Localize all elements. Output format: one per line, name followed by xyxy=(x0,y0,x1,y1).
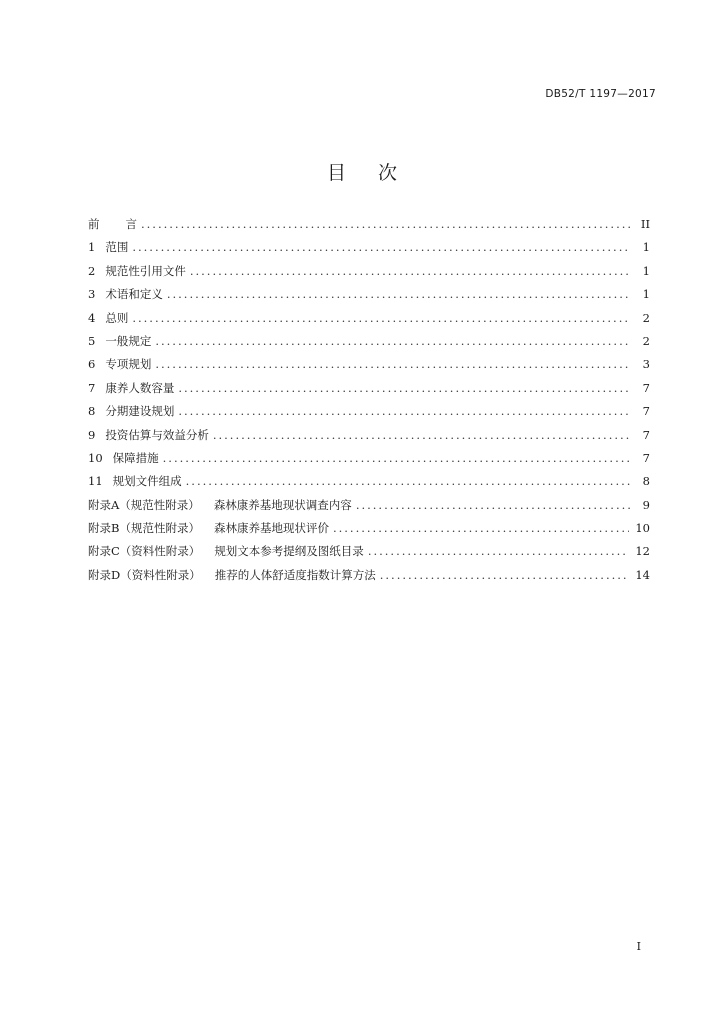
dot-leader xyxy=(132,311,630,325)
table-of-contents xyxy=(88,216,650,590)
toc-entry-number: 3 xyxy=(88,287,96,302)
toc-entry-page: 8 xyxy=(642,474,650,489)
toc-entry-label: 森林康养基地现状评价 xyxy=(213,521,329,536)
toc-entry-label: 保障措施 xyxy=(112,450,159,465)
toc-entry-label: 康养人数容量 xyxy=(105,380,175,395)
toc-entry-number: 附录A（规范性附录） xyxy=(88,497,200,512)
toc-entry-number: 附录D（资料性附录） xyxy=(88,567,201,582)
toc-entry-appendix-d[interactable] xyxy=(88,567,650,590)
dot-leader xyxy=(141,217,630,231)
toc-entry-number: 10 xyxy=(88,450,103,465)
toc-entry-page: 14 xyxy=(635,567,650,582)
toc-entry-2[interactable] xyxy=(88,263,650,286)
dot-leader xyxy=(190,264,630,278)
toc-entry-page: 12 xyxy=(635,544,650,559)
toc-entry-page: 7 xyxy=(642,450,650,465)
dot-leader xyxy=(178,381,630,395)
page-number: I xyxy=(636,940,641,953)
dot-leader xyxy=(186,474,630,488)
toc-entry-page: 7 xyxy=(642,427,650,442)
toc-entry-label: 规划文本参考提纲及图纸目录 xyxy=(214,544,364,559)
toc-entry-page: 3 xyxy=(642,357,650,372)
toc-entry-number: 1 xyxy=(88,240,96,255)
toc-title-char-2: 次 xyxy=(378,162,398,184)
dot-leader xyxy=(333,521,629,535)
toc-entry-label: 言 xyxy=(125,217,137,231)
toc-entry-number: 2 xyxy=(88,263,96,278)
toc-entry-label: 总则 xyxy=(105,310,129,325)
toc-entry-number: 4 xyxy=(88,310,96,325)
toc-entry-page: 1 xyxy=(642,287,650,302)
dot-leader xyxy=(155,357,630,371)
toc-entry-1[interactable] xyxy=(88,239,650,262)
toc-entry-label: 术语和定义 xyxy=(105,287,163,302)
toc-entry-appendix-a[interactable] xyxy=(88,497,650,520)
toc-entry-label: 专项规划 xyxy=(105,357,152,372)
toc-title-char-1: 目 xyxy=(326,162,346,184)
toc-entry-number: 7 xyxy=(88,380,96,395)
toc-entry-label: 分期建设规划 xyxy=(105,404,175,419)
toc-entry-label: 投资估算与效益分析 xyxy=(105,427,209,442)
toc-entry-label: 规划文件组成 xyxy=(112,474,182,489)
dot-leader xyxy=(163,451,630,465)
toc-entry-label: 一般规定 xyxy=(105,333,152,348)
toc-entry-appendix-c[interactable] xyxy=(88,543,650,566)
toc-entry-number: 附录B（规范性附录） xyxy=(88,521,200,536)
toc-entry-page: 7 xyxy=(642,380,650,395)
dot-leader xyxy=(356,498,630,512)
toc-entry-6[interactable] xyxy=(88,356,650,379)
toc-entry-4[interactable] xyxy=(88,310,650,333)
toc-entry-8[interactable] xyxy=(88,403,650,426)
toc-entry-7[interactable] xyxy=(88,380,650,403)
toc-entry-label: 森林康养基地现状调查内容 xyxy=(213,497,352,512)
dot-leader xyxy=(167,287,630,301)
toc-entry-appendix-b[interactable] xyxy=(88,520,650,543)
toc-entry-3[interactable] xyxy=(88,286,650,309)
toc-entry-page: 9 xyxy=(642,497,650,512)
toc-entry-number: 5 xyxy=(88,333,96,348)
standard-code: DB52/T 1197—2017 xyxy=(545,88,656,100)
dot-leader xyxy=(155,334,630,348)
dot-leader xyxy=(178,404,630,418)
toc-entry-page: 1 xyxy=(642,240,650,255)
toc-entry-label: 范围 xyxy=(105,240,129,255)
toc-entry-page: 2 xyxy=(642,310,650,325)
dot-leader xyxy=(213,428,630,442)
toc-entry-foreword[interactable] xyxy=(88,216,650,239)
dot-leader xyxy=(380,568,630,582)
toc-entry-5[interactable] xyxy=(88,333,650,356)
toc-entry-page: 7 xyxy=(642,404,650,419)
toc-entry-number: 附录C（资料性附录） xyxy=(88,544,201,559)
dot-leader xyxy=(368,544,630,558)
toc-entry-page: 2 xyxy=(642,333,650,348)
toc-entry-10[interactable] xyxy=(88,450,650,473)
toc-entry-number: 6 xyxy=(88,357,96,372)
toc-entry-9[interactable] xyxy=(88,427,650,450)
toc-title xyxy=(0,158,724,185)
toc-entry-label: 规范性引用文件 xyxy=(105,263,186,278)
toc-entry-number: 前 xyxy=(88,217,100,231)
toc-entry-number: 9 xyxy=(88,427,96,442)
toc-entry-number: 11 xyxy=(88,474,103,489)
toc-entry-11[interactable] xyxy=(88,473,650,496)
toc-entry-page: II xyxy=(640,217,650,231)
toc-entry-page: 10 xyxy=(635,521,650,536)
toc-entry-number: 8 xyxy=(88,404,96,419)
toc-entry-label: 推荐的人体舒适度指数计算方法 xyxy=(214,567,376,582)
dot-leader xyxy=(132,240,630,254)
toc-entry-page: 1 xyxy=(642,263,650,278)
